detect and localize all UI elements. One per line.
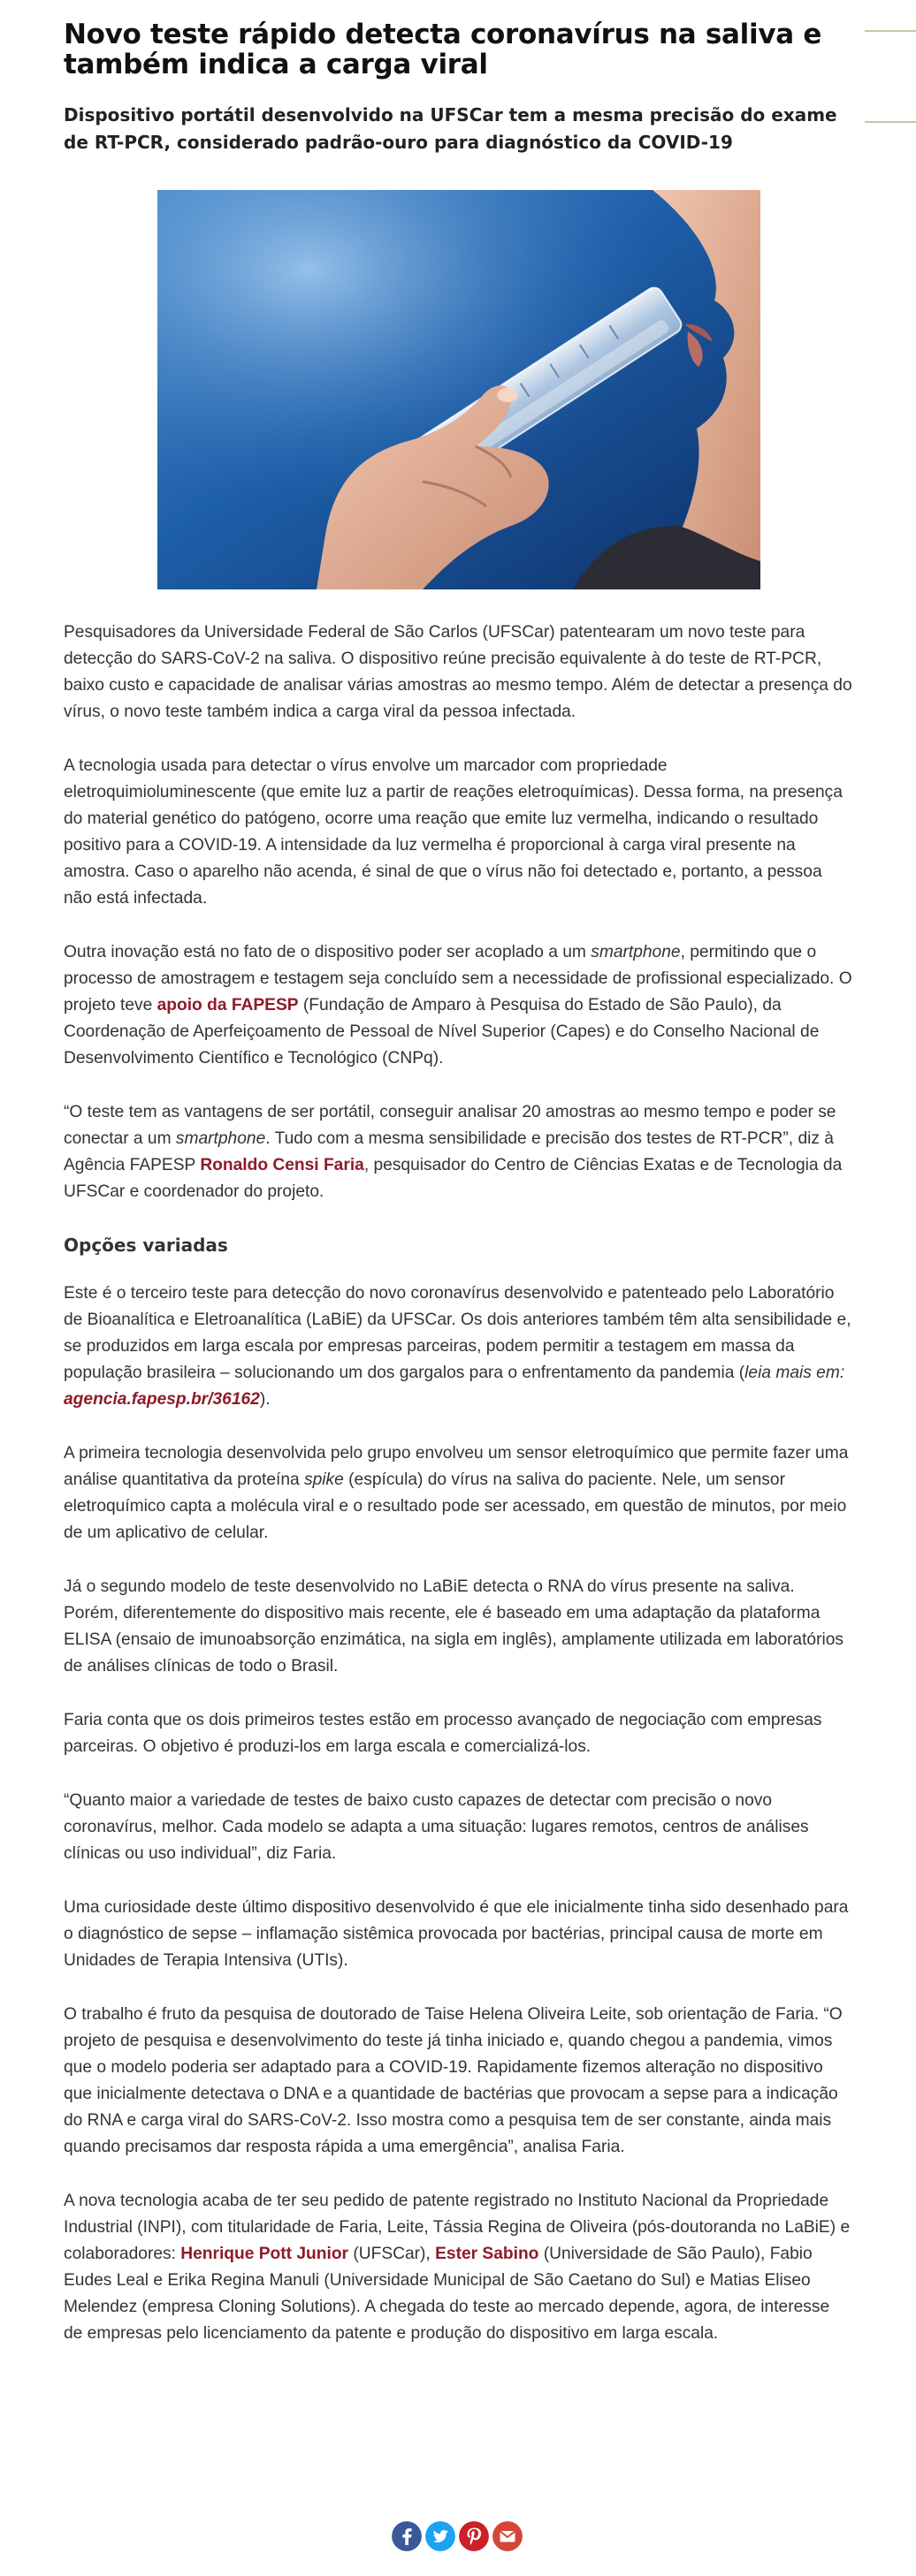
- share-buttons: [392, 2521, 523, 2551]
- email-icon[interactable]: [492, 2521, 523, 2551]
- section-heading: Opções variadas: [64, 1235, 228, 1256]
- pinterest-icon[interactable]: [459, 2521, 489, 2551]
- article-paragraph: “O teste tem as vantagens de ser portátil, conseguir analisar 20 amostras ao mesmo tempo e poder se conectar a um smartphone. Tudo com a mesma sensibilidade e precisão dos testes de RT-PCR”, diz à Agência FAPESP Ronaldo Censi Faria, pesquisador do Centro de Ciências Exatas e de Tecnologia da UFSCar e coordenador do projeto.: [64, 1103, 843, 1201]
- article-paragraph: Outra inovação está no fato de o dispositivo poder ser acoplado a um smartphone, permitindo que o processo de amostragem e testagem seja concluído sem a necessidade de profissional especializado. O projeto teve apoio da FAPESP (Fundação de Amparo à Pesquisa do Estado de São Paulo), da Coordenação de Aperfeiçoamento de Pessoal de Nível Superior (Capes) e do Conselho Nacional de Desenvolvimento Científico e Tecnológico (CNPq).: [64, 943, 852, 1068]
- researcher-link-ronaldo[interactable]: Ronaldo Censi Faria: [200, 1156, 364, 1174]
- article-paragraph: A nova tecnologia acaba de ter seu pedido de patente registrado no Instituto Nacional da Propriedade Industrial (INPI), com titularidade de Faria, Leite, Tássia Regina de Oliveira (pós-doutoranda no LaBiE) e colaboradores: Henrique Pott Junior (UFSCar), Ester Sabino (Universidade de São Paulo), Fabio Eudes Leal e Erika Regina Manuli (Universidade Municipal de São Caetano do Sul) e Matias Eliseo Melendez (empresa Cloning Solutions). A chegada do teste ao mercado depende, agora, de interesse de empresas pelo licenciamento da patente e produção do dispositivo em larga escala.: [64, 2192, 851, 2343]
- article-paragraph: Uma curiosidade deste último dispositivo desenvolvido é que ele inicialmente tinha sido desenhado para o diagnóstico de sepse – inflamação sistêmica provocada por bactérias, principal causa de morte em Unidades de Terapia Intensiva (UTIs).: [64, 1898, 849, 1970]
- article-paragraph: “Quanto maior a variedade de testes de baixo custo capazes de detectar com precisão o novo coronavírus, melhor. Cada modelo se adapta a uma situação: lugares remotos, centros de análises clínicas ou uso individual”, diz Faria.: [64, 1791, 809, 1863]
- article-paragraph: Pesquisadores da Universidade Federal de São Carlos (UFSCar) patentearam um novo teste para detecção do SARS-CoV-2 na saliva. O dispositivo reúne precisão equivalente à do teste de RT-PCR, baixo custo e capacidade de analisar várias amostras ao mesmo tempo. Além de detectar a presença do vírus, o novo teste também indica a carga viral da pessoa infectada.: [64, 623, 852, 721]
- article-paragraph: A primeira tecnologia desenvolvida pelo grupo envolveu um sensor eletroquímico que permite fazer uma análise quantitativa da proteína spike (espícula) do vírus na saliva do paciente. Nele, um sensor eletroquímico capta a molécula viral e o resultado pode ser acessado, em questão de minutos, por meio de um aplicativo de celular.: [64, 1444, 849, 1542]
- article: [64, 0, 852, 2375]
- decorative-rule-top: [865, 30, 916, 32]
- article-body: [64, 619, 852, 2347]
- facebook-icon[interactable]: [392, 2521, 422, 2551]
- agencia-link[interactable]: agencia.fapesp.br/36162: [64, 1390, 260, 1409]
- article-paragraph: Faria conta que os dois primeiros testes estão em processo avançado de negociação com empresas parceiras. O objetivo é produzi-los em larga escala e comercializá-los.: [64, 1711, 822, 1756]
- article-subtitle: Dispositivo portátil desenvolvido na UFSCar tem a mesma precisão do exame de RT-PCR, considerado padrão-ouro para diagnóstico da COVID-19: [64, 104, 837, 153]
- article-paragraph: O trabalho é fruto da pesquisa de doutorado de Taise Helena Oliveira Leite, sob orientação de Faria. “O projeto de pesquisa e desenvolvimento do teste já tinha iniciado e, quando chegou a pandemia, vimos que o modelo poderia ser adaptado para a COVID-19. Rapidamente fizemos alteração no dispositivo que inicialmente detectava o DNA e a quantidade de bactérias que provocam a sepse para a indicação do RNA e carga viral do SARS-CoV-2. Isso mostra como a pesquisa tem de ser constante, ainda mais quando precisamos dar resposta rápida a uma emergência”, analisa Faria.: [64, 2005, 843, 2156]
- hero-image: [157, 190, 760, 589]
- researcher-link-henrique[interactable]: Henrique Pott Junior: [180, 2245, 349, 2263]
- article-paragraph: Já o segundo modelo de teste desenvolvido no LaBiE detecta o RNA do vírus presente na saliva. Porém, diferentemente do dispositivo mais recente, ele é baseado em uma adaptação da plataforma ELISA (ensaio de imunoabsorção enzimática, na sigla em inglês), amplamente utilizada em laboratórios de análises clínicas de todo o Brasil.: [64, 1577, 844, 1676]
- twitter-icon[interactable]: [425, 2521, 455, 2551]
- decorative-rule-middle: [865, 121, 916, 123]
- article-paragraph: A tecnologia usada para detectar o vírus envolve um marcador com propriedade eletroquimioluminescente (que emite luz a partir de reações eletroquímicas). Dessa forma, na presença do material genético do patógeno, ocorre uma reação que emite luz vermelha, indicando o resultado positivo para a COVID-19. A intensidade da luz vermelha é proporcional à carga viral presente na amostra. Caso o aparelho não acenda, é sinal de que o vírus não foi detectado e, portanto, a pessoa não está infectada.: [64, 756, 843, 908]
- article-title: Novo teste rápido detecta coronavírus na saliva e também indica a carga viral: [64, 19, 822, 80]
- researcher-link-ester[interactable]: Ester Sabino: [435, 2245, 539, 2263]
- article-paragraph: Este é o terceiro teste para detecção do novo coronavírus desenvolvido e patenteado pelo Laboratório de Bioanalítica e Eletroanalítica (LaBiE) da UFSCar. Os dois anteriores também têm alta sensibilidade e, se produzidos em larga escala por empresas parceiras, podem permitir a testagem em massa da população brasileira – solucionando um dos gargalos para o enfrentamento da pandemia (leia mais em: agencia.fapesp.br/36162).: [64, 1284, 851, 1409]
- fapesp-support-link[interactable]: apoio da FAPESP: [156, 996, 299, 1014]
